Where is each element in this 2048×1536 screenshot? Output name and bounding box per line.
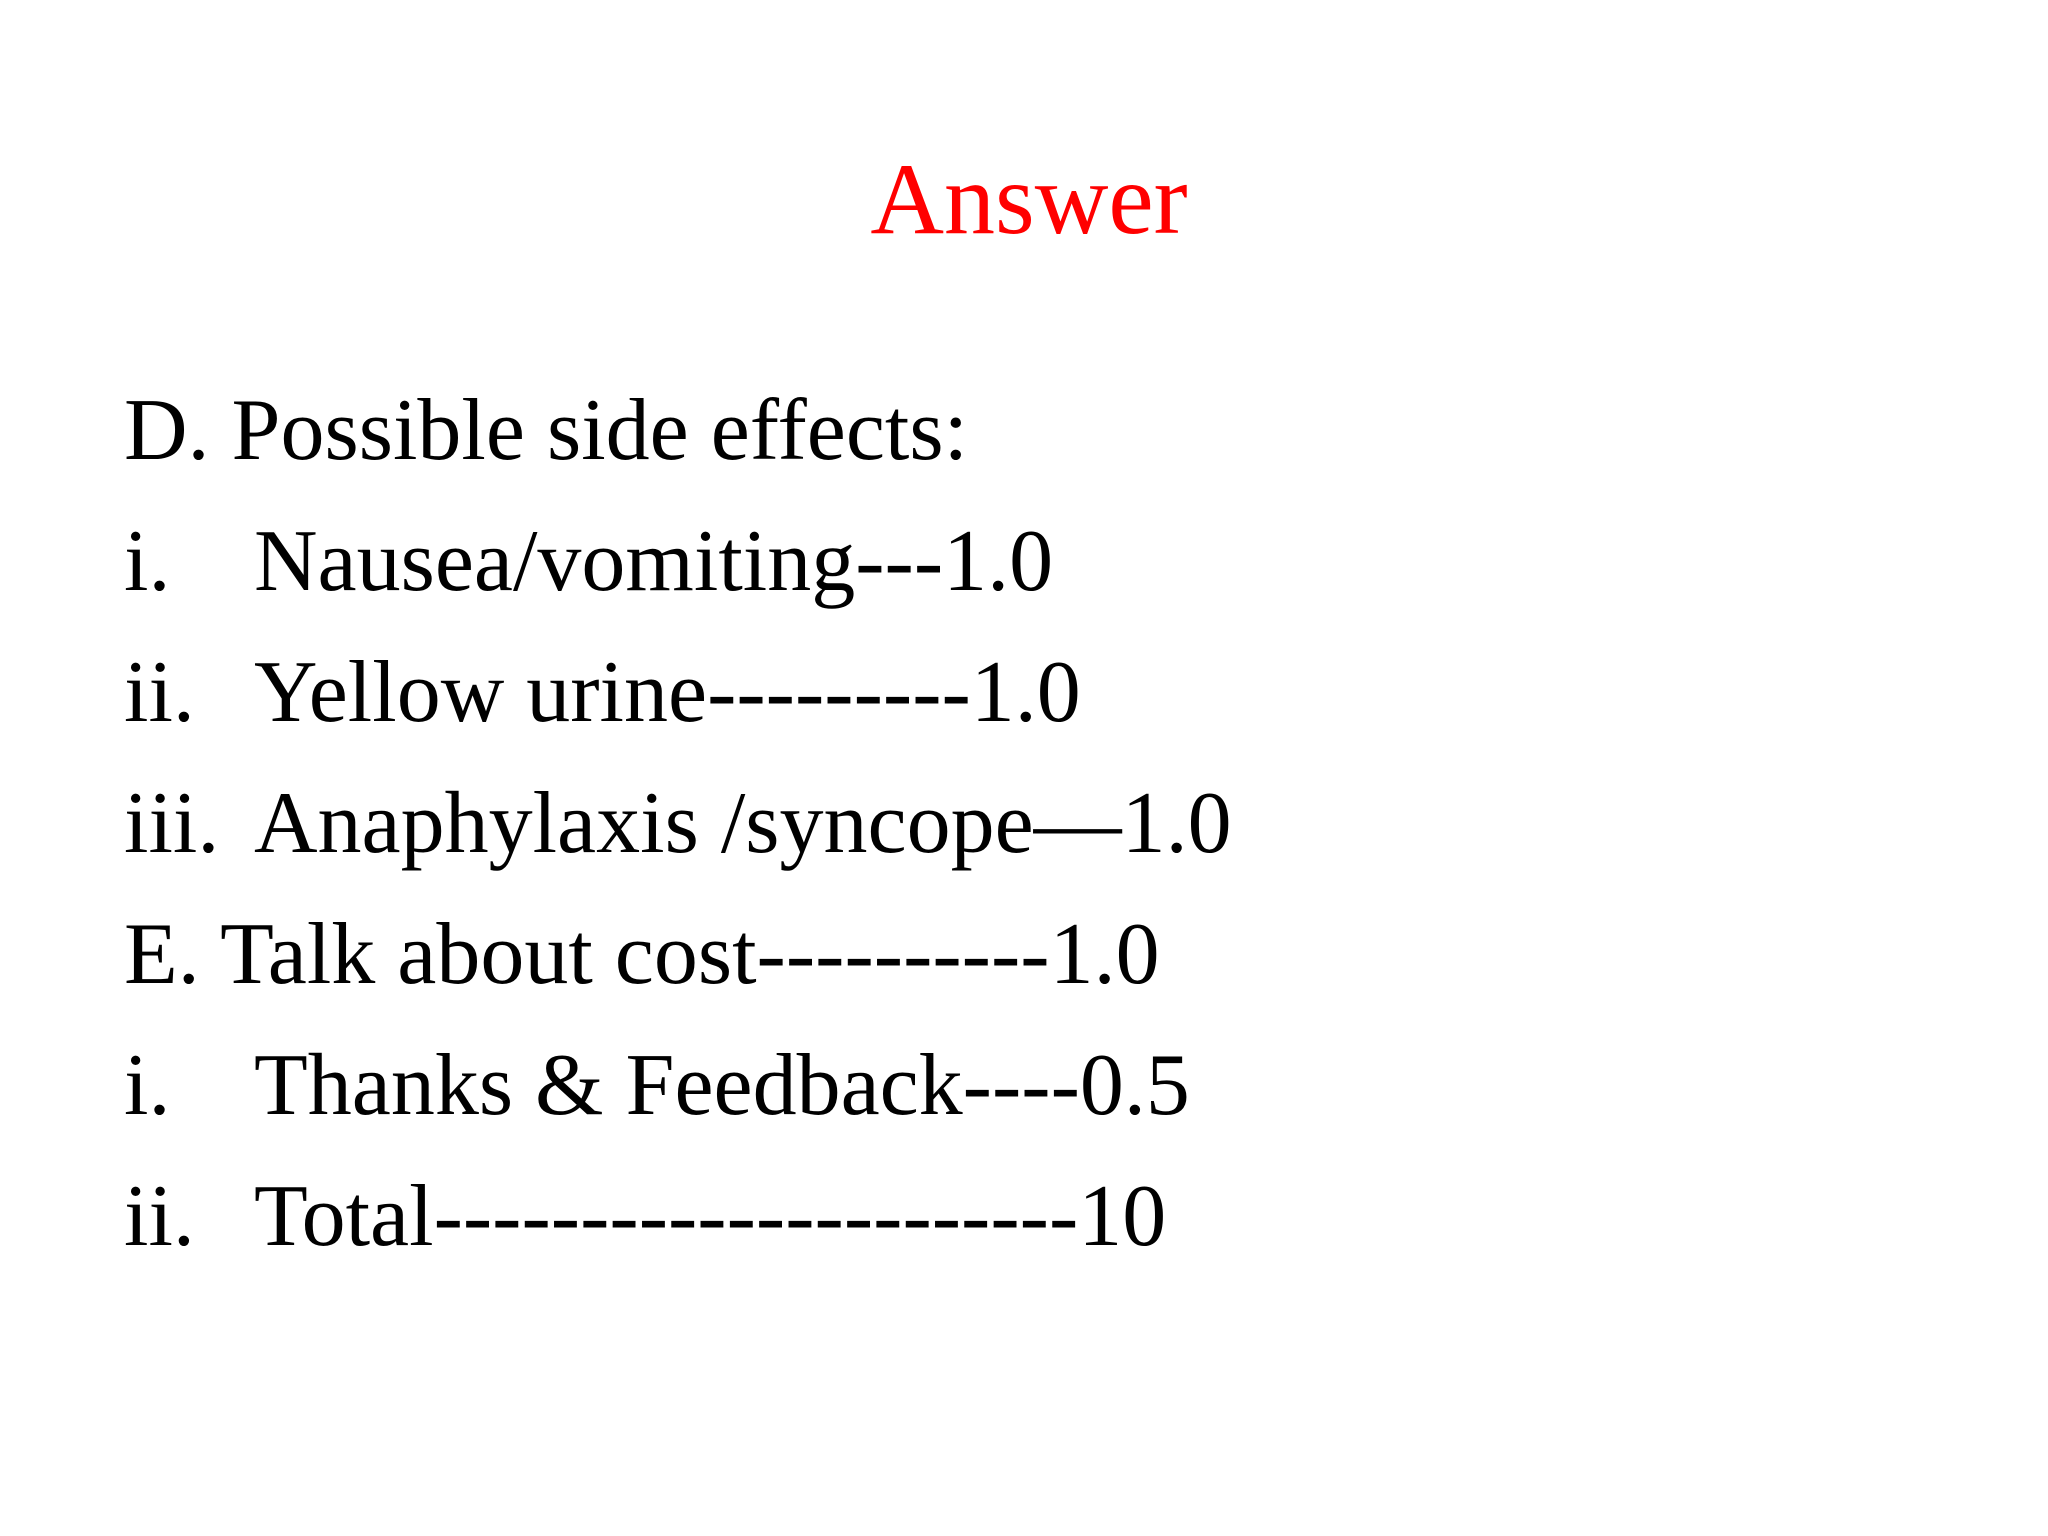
list-item-talk-about-cost [124,900,1924,1031]
list-item-text: E. Talk about cost----------1.0 [124,906,1160,1003]
list-item-thanks-feedback [124,1031,1924,1162]
slide-title [0,140,2048,260]
list-item-number: i. [124,513,171,610]
list-item-number: ii. [124,1168,195,1265]
list-item-text: D. Possible side effects: [124,382,969,479]
list-item-nausea [124,507,1924,638]
list-item-text: Yellow urine---------1.0 [254,644,1081,741]
answer-list [124,376,1924,1293]
list-item-yellow-urine [124,638,1924,769]
slide-title-text: Answer [870,143,1188,256]
list-item-number: iii. [124,775,220,872]
list-item-anaphylaxis [124,769,1924,900]
list-item-text: Anaphylaxis /syncope—1.0 [254,775,1232,872]
list-item-total [124,1162,1924,1293]
list-item-number: ii. [124,644,195,741]
list-item-text: Total----------------------10 [254,1168,1167,1265]
list-item-text: Nausea/vomiting---1.0 [254,513,1054,610]
list-item-side-effects-heading [124,376,1924,507]
list-item-text: Thanks & Feedback----0.5 [254,1037,1190,1134]
list-item-number: i. [124,1037,171,1134]
